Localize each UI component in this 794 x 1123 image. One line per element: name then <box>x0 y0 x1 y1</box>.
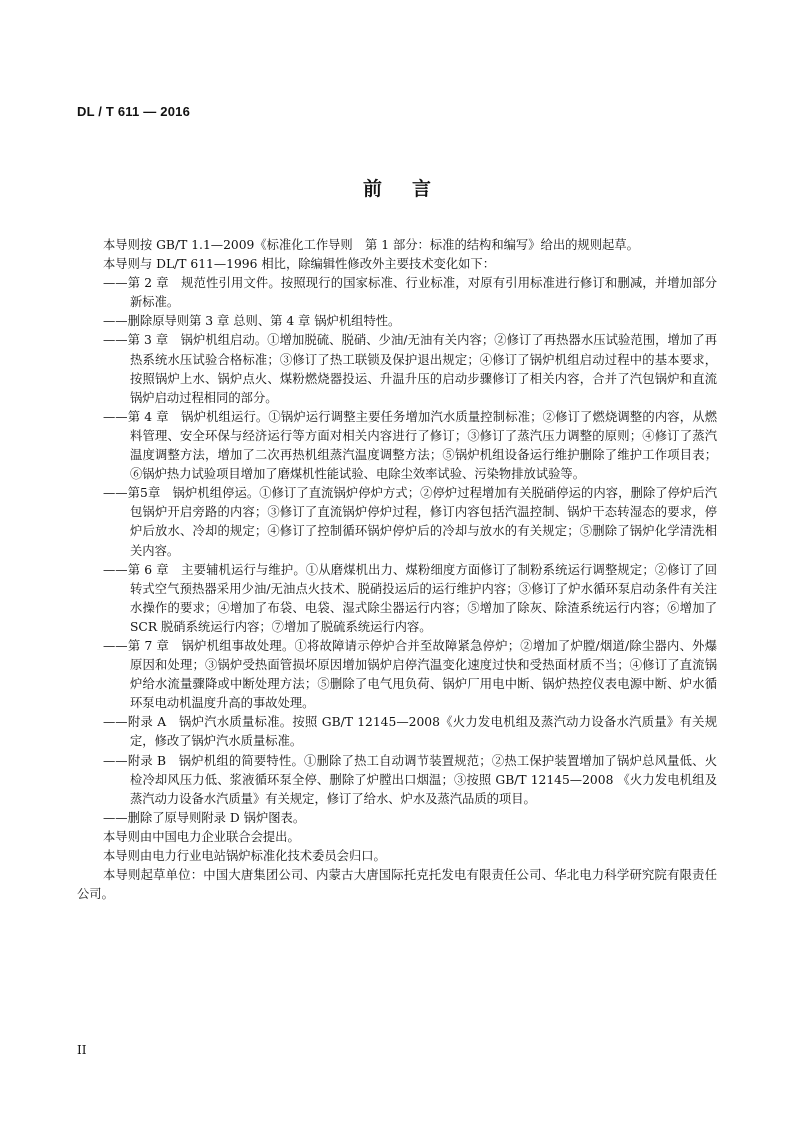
list-item: ——第 7 章 锅炉机组事故处理。①将故障请示停炉合并至故障紧急停炉；②增加了炉膛/烟道/除尘器内、外爆原因和处理；③锅炉受热面管损坏原因增加锅炉启停汽温变化速度过快和受热面材质不当；④修订了直流锅炉给水流量骤降或中断处理方法；⑤删除了电气甩负荷、锅炉厂用电中断、锅炉热控仪表电源中断、炉水循环泵电动机温度升高的事故处理。 <box>103 638 717 711</box>
list-item: ——第 4 章 锅炉机组运行。①锅炉运行调整主要任务增加汽水质量控制标准；②修订了燃烧调整的内容，从燃料管理、安全环保与经济运行等方面对相关内容进行了修订；③修订了蒸汽压力调整的原则；④修订了蒸汽温度调整方法，增加了二次再热机组蒸汽温度调整方法；⑤锅炉机组设备运行维护删除了维护工作项目表；⑥锅炉热力试验项目增加了磨煤机性能试验、电除尘效率试验、污染物排放试验等。 <box>103 409 717 482</box>
list-item: ——附录 A 锅炉汽水质量标准。按照 GB/T 12145—2008《火力发电机组及蒸汽动力设备水汽质量》有关规定，修改了锅炉汽水质量标准。 <box>103 715 717 749</box>
list-item: ——第 2 章 规范性引用文件。按照现行的国家标准、行业标准，对原有引用标准进行修订和删减，并增加部分新标准。 <box>103 276 717 310</box>
paragraph: 本导则起草单位：中国大唐集团公司、内蒙古大唐国际托克托发电有限责任公司、华北电力科学研究院有限责任公司。 <box>77 868 717 902</box>
document-body <box>77 236 717 904</box>
list-item: ——删除原导则第 3 章 总则、第 4 章 锅炉机组特性。 <box>103 314 401 329</box>
list-item: ——附录 B 锅炉机组的简要特性。①删除了热工自动调节装置规范；②热工保护装置增加了锅炉总风量低、火检冷却风压力低、浆液循环泵全停、删除了炉膛出口烟温；③按照 GB/T 12145—2008 《火力发电机组及蒸汽动力设备水汽质量》有关规定，修订了给水、炉水及蒸汽品质的项目。 <box>103 753 717 806</box>
paragraph: 本导则与 DL/T 611—1996 相比，除编辑性修改外主要技术变化如下： <box>103 257 495 272</box>
list-item: ——第 6 章 主要辅机运行与维护。①从磨煤机出力、煤粉细度方面修订了制粉系统运行调整规定；②修订了回转式空气预热器采用少油/无油点火技术、脱硝投运后的运行维护内容；③修订了炉水循环泵启动条件有关注水操作的要求；④增加了布袋、电袋、湿式除尘器运行内容；⑤增加了除灰、除渣系统运行内容；⑥增加了 SCR 脱硝系统运行内容；⑦增加了脱硫系统运行内容。 <box>103 562 717 634</box>
paragraph: 本导则由电力行业电站锅炉标准化技术委员会归口。 <box>103 849 386 863</box>
list-item: ——删除了原导则附录 D 锅炉图表。 <box>103 810 306 825</box>
list-item: ——第 3 章 锅炉机组启动。①增加脱硫、脱硝、少油/无油有关内容；②修订了再热器水压试验范围，增加了再热系统水压试验合格标准；③修订了热工联锁及保护退出规定；④修订了锅炉机组启动过程中的基本要求，按照锅炉上水、锅炉点火、煤粉燃烧器投运、升温升压的启动步骤修订了相关内容，合并了汽包锅炉和直流锅炉启动过程相同的部分。 <box>103 333 717 405</box>
paragraph: 本导则由中国电力企业联合会提出。 <box>103 829 300 844</box>
page-title: 前言 <box>362 178 461 200</box>
list-item: ——第5章 锅炉机组停运。①修订了直流锅炉停炉方式；②停炉过程增加有关脱硝停运的内容，删除了停炉后汽包锅炉开启旁路的内容；③修订了直流锅炉停炉过程，修订内容包括汽温控制、锅炉干态转湿态的要求，停炉后放水、冷却的规定；④修订了控制循环锅炉停炉后的冷却与放水的有关规定；⑤删除了锅炉化学清洗相关内容。 <box>103 486 717 558</box>
document-code: DL / T 611 — 2016 <box>77 104 190 119</box>
paragraph: 本导则按 GB/T 1.1—2009《标准化工作导则 第 1 部分：标准的结构和编写》给出的规则起草。 <box>103 238 639 252</box>
page-number: II <box>77 1043 87 1057</box>
